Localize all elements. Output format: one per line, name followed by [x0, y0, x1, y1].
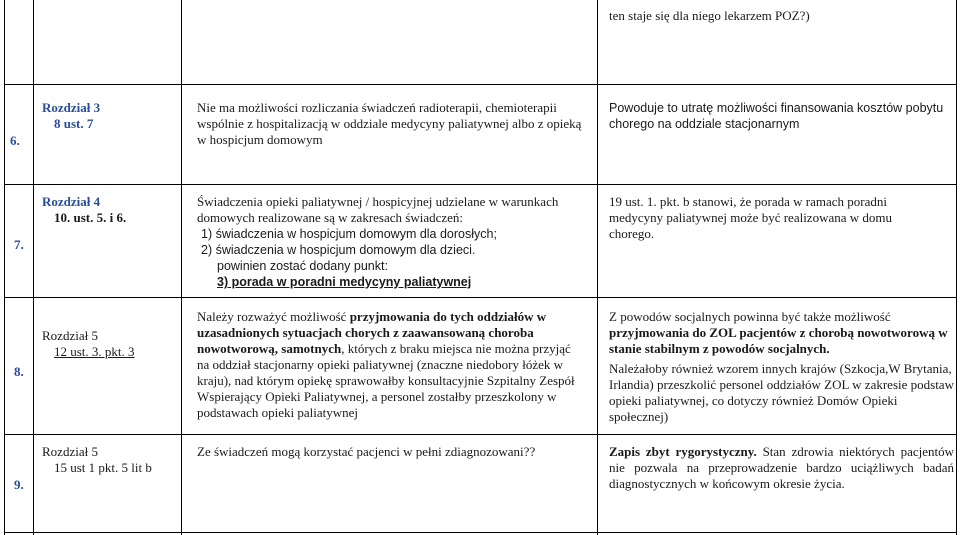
chapter-article: 12 ust. 3. pkt. 3	[54, 344, 135, 359]
row-number: 9.	[14, 477, 24, 492]
grid-line	[4, 297, 957, 298]
chapter-title: Rozdział 4	[42, 194, 101, 209]
comment-text	[609, 309, 954, 425]
grid-line	[33, 0, 34, 535]
grid-line	[4, 0, 5, 535]
chapter-article: 10. ust. 5. i 6.	[54, 210, 127, 225]
text-line: 3) porada w poradni medycyny paliatywnej	[217, 275, 472, 289]
chapter-ref	[42, 328, 135, 360]
text-line: domowych realizowane są w zakresach świadczeń:	[197, 210, 464, 225]
chapter-ref	[42, 194, 126, 226]
comment-part: Z powodów socjalnych powinna być także możliwość	[609, 309, 891, 324]
provision-text: Nie ma możliwości rozliczania świadczeń radioterapii, chemioterapii wspólnie z hospitalizacją w oddziale medycyny paliatywnej albo z opieką w hospicjum domowym	[197, 100, 582, 147]
row-number: 6.	[10, 133, 20, 148]
grid-line	[4, 434, 957, 435]
comment-part-bold: przyjmowania do ZOL pacjentów z chorobą nowotworową w stanie stabilnym z powodów socjalnych.	[609, 325, 948, 356]
provision-text: Ze świadczeń mogą korzystać pacjenci w pełni zdiagnozowani??	[197, 444, 536, 459]
grid-line	[4, 84, 957, 85]
chapter-title: Rozdział 3	[42, 100, 101, 115]
chapter-article: 8 ust. 7	[54, 116, 94, 131]
grid-line	[956, 0, 957, 535]
row-number: 8.	[14, 364, 24, 379]
text-part-bold: przyjmowania do tych oddziałów w uzasadnionych sytuacjach chorych z zaawansowaną choroba nowotworową, samotnych	[197, 309, 547, 356]
grid-line	[597, 0, 598, 535]
text-part: Należy rozważyć możliwość	[197, 309, 350, 324]
text-line: 1) świadczenia w hospicjum domowym dla dorosłych;	[201, 227, 497, 241]
comment-part: Należałoby również wzorem innych krajów (Szkocja,W Brytania, Irlandia) przeszkolić personel oddziałów ZOL w zakresie podstaw opieki paliatywnej, co dotyczy również Domów Opieki społecznej)	[609, 361, 954, 424]
row-number: 7.	[14, 237, 24, 252]
chapter-ref	[42, 444, 152, 476]
comment-part-bold: Zapis zbyt rygorystyczny.	[609, 444, 757, 459]
provision-text	[197, 194, 592, 290]
text-line: 2) świadczenia w hospicjum domowym dla dzieci.	[201, 243, 476, 257]
grid-line	[181, 0, 182, 535]
grid-line	[4, 532, 957, 533]
comment-text: Powoduje to utratę możliwości finansowania kosztów pobytu chorego na oddziale stacjonarnym	[609, 101, 944, 131]
provision-text	[197, 309, 582, 421]
header-continuation: ten staje się dla niego lekarzem POZ?)	[609, 8, 810, 23]
chapter-title: Rozdział 5	[42, 328, 98, 343]
text-line: Świadczenia opieki paliatywnej / hospicyjnej udzielane w warunkach	[197, 194, 559, 209]
text-line: powinien zostać dodany punkt:	[217, 259, 388, 273]
comment-part: Stan zdrowia niektórych pacjentów nie pozwala na przeprowadzenie bardzo uciążliwych badań diagnostycznych w końcowym okresie życia.	[609, 444, 955, 491]
chapter-title: Rozdział 5	[42, 444, 98, 459]
chapter-article: 15 ust 1 pkt. 5 lit b	[54, 460, 152, 475]
comment-text: 19 ust. 1. pkt. b stanowi, że porada w ramach poradni medycyny paliatywnej może być realizowana w domu chorego.	[609, 194, 893, 241]
comment-text	[609, 444, 954, 492]
chapter-ref	[42, 100, 100, 132]
grid-line	[4, 184, 957, 185]
text-part: , których z braku miejsca nie można przyjąć na oddział stacjonarny opieki paliatywnej (znaczne niedobory łóżek w kraju), nad którym opiekę sprawowałby konsultacyjnie Szpitalny Zespół Wspierający Opieki Paliatywnej, a personel zostałby przeszkolony w podstawach opieki paliatywnej	[197, 341, 575, 420]
